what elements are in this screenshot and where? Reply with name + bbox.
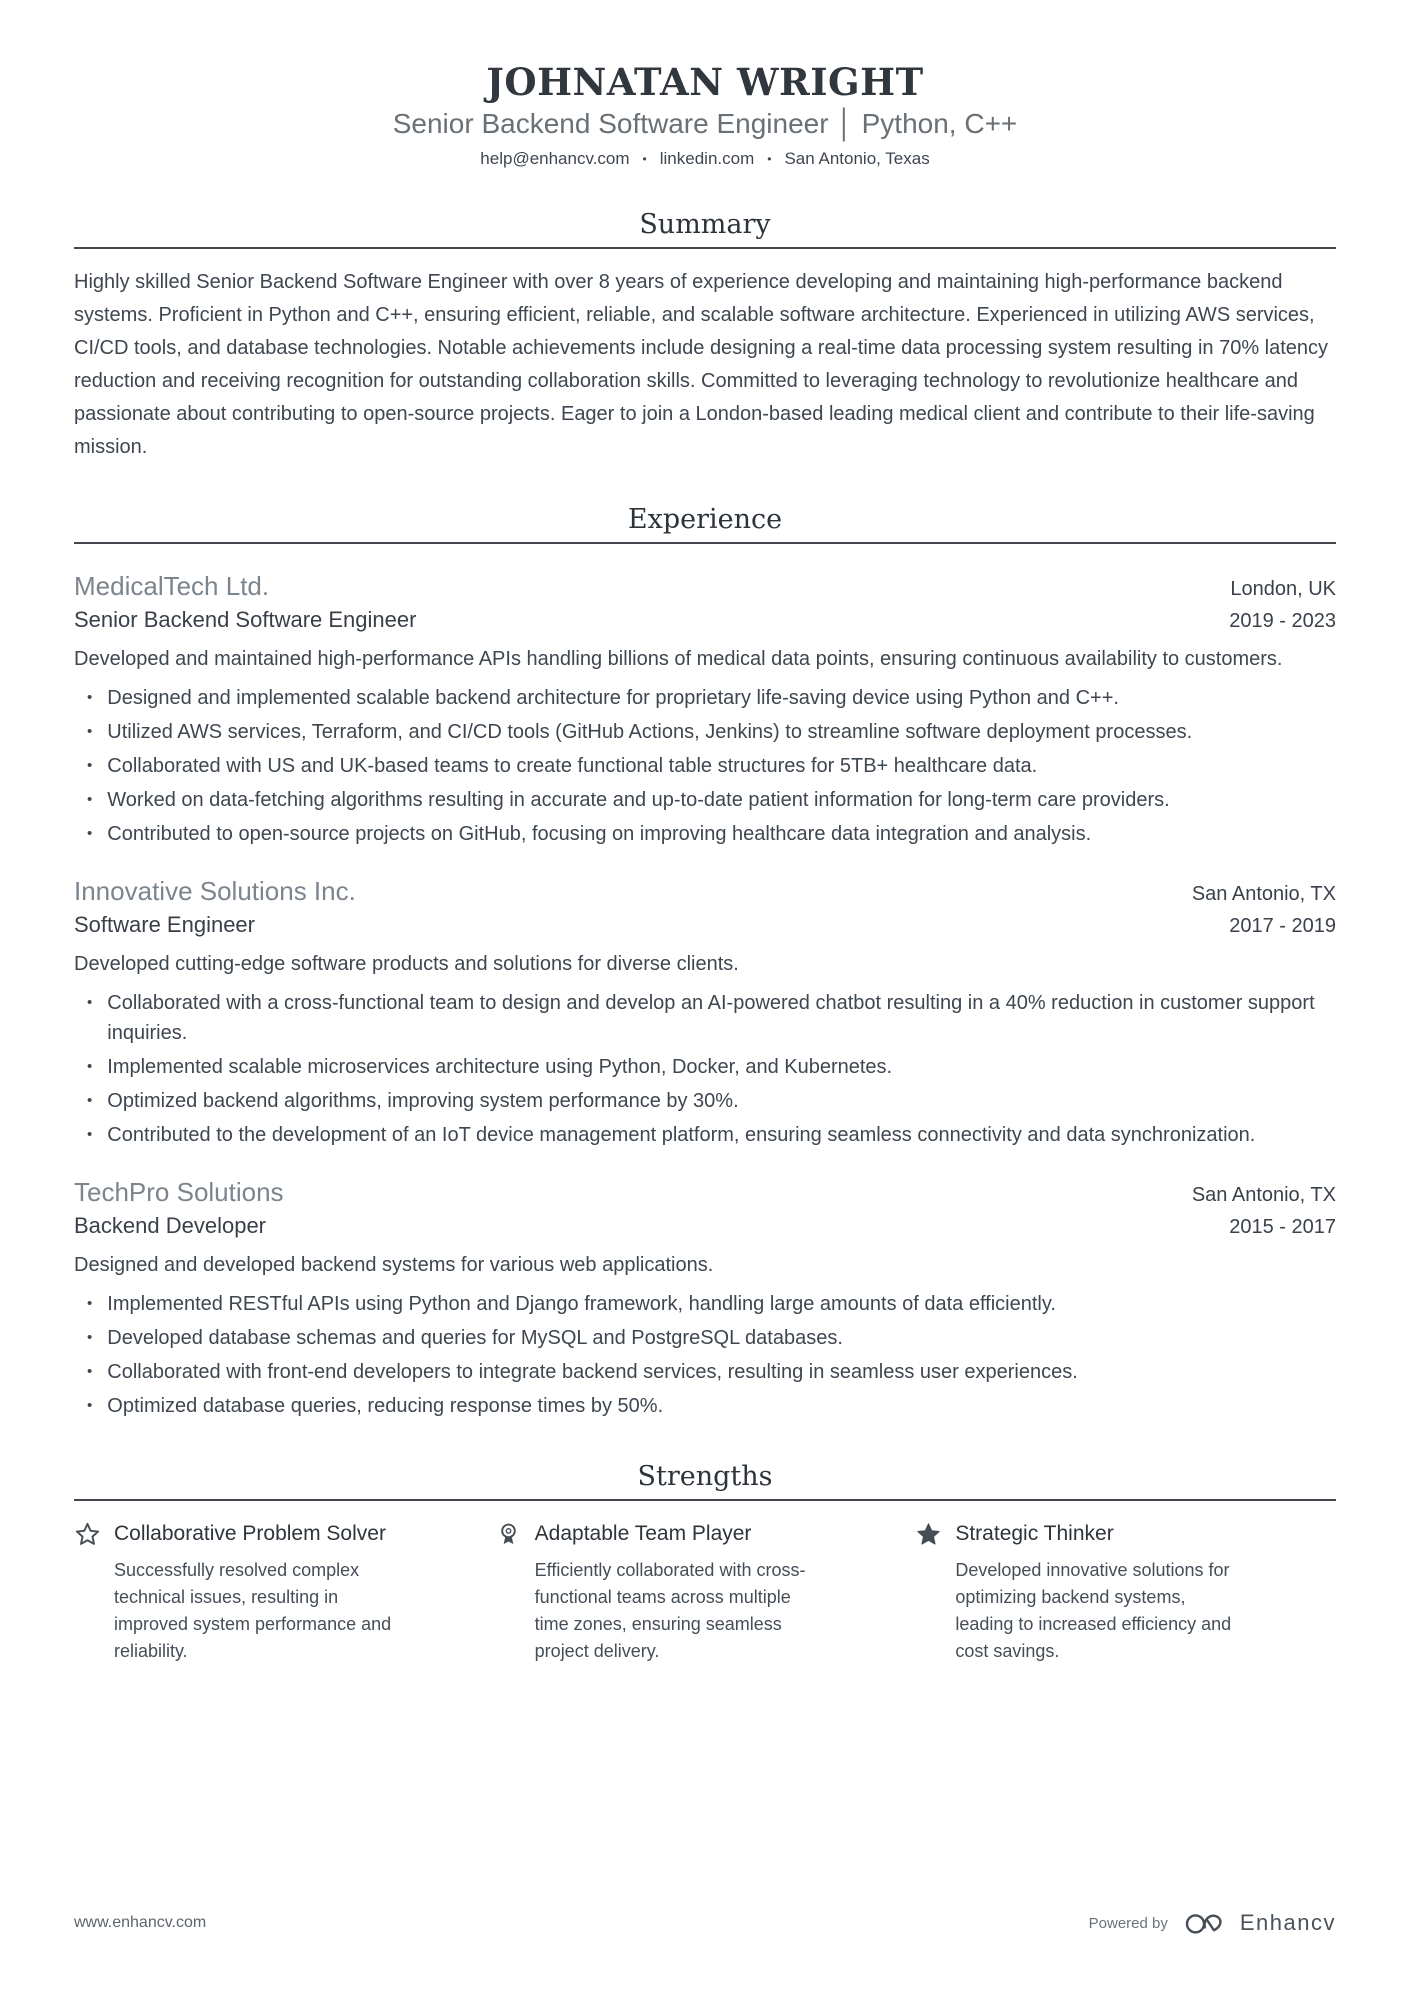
strengths-row xyxy=(74,1521,1336,1665)
entry-description: Designed and developed backend systems for various web applications. xyxy=(74,1253,714,1276)
entry-dates: 2015 - 2017 xyxy=(1229,1215,1336,1238)
bullet-item: • Developed database schemas and queries for MySQL and PostgreSQL databases. xyxy=(74,1323,1336,1353)
footer-site-link[interactable]: www.enhancv.com xyxy=(74,1914,207,1931)
bullet-dot-icon: • xyxy=(87,688,93,706)
entry-location: San Antonio, TX xyxy=(1191,1183,1336,1206)
contact-line xyxy=(74,149,1336,169)
company-name: Innovative Solutions Inc. xyxy=(74,875,356,906)
summary-section-heading: Summary xyxy=(639,208,771,240)
enhancv-wordmark: Enhancv xyxy=(1239,1910,1336,1935)
role-title: Backend Developer xyxy=(74,1212,267,1238)
role-title: Software Engineer xyxy=(74,911,255,937)
bullet-dot-icon: • xyxy=(87,824,93,842)
strength-text: Developed innovative solutions for optimizing backend systems, leading to increased efficiency and cost savings. xyxy=(955,1559,1232,1661)
bullet-item: • Collaborated with a cross-functional team to design and develop an AI-powered chatbot resulting in a 40% reduction in customer support inquiries. xyxy=(74,988,1336,1048)
company-name: TechPro Solutions xyxy=(74,1176,284,1207)
strength-title: Strategic Thinker xyxy=(955,1522,1114,1546)
entry-dates: 2019 - 2023 xyxy=(1229,609,1336,632)
bullet-dot-icon: • xyxy=(87,1125,93,1143)
page-footer xyxy=(74,1909,1336,1937)
company-name: MedicalTech Ltd. xyxy=(74,570,270,601)
experience-entry xyxy=(74,1177,1336,1421)
entry-location: London, UK xyxy=(1230,577,1336,600)
resume-header xyxy=(74,62,1336,169)
role-title: Senior Backend Software Engineer xyxy=(74,606,417,632)
entry-location: San Antonio, TX xyxy=(1191,882,1336,905)
contact-linkedin-link[interactable]: linkedin.com xyxy=(659,148,755,168)
bullet-item: • Utilized AWS services, Terraform, and CI/CD tools (GitHub Actions, Jenkins) to streamline software deployment processes. xyxy=(74,717,1336,747)
bullet-dot-icon: • xyxy=(87,722,93,740)
contact-email[interactable]: help@enhancv.com xyxy=(480,148,630,168)
candidate-title: Senior Backend Software Engineer │ Python, C++ xyxy=(392,107,1018,139)
bullet-dot-icon: • xyxy=(87,1362,93,1380)
bullet-dot-icon: • xyxy=(87,1091,93,1109)
bullet-item: • Designed and implemented scalable backend architecture for proprietary life-saving device using Python and C++. xyxy=(74,683,1336,713)
bullet-dot-icon: • xyxy=(87,1396,93,1414)
contact-location: San Antonio, Texas xyxy=(784,148,930,168)
bullet-item: • Worked on data-fetching algorithms resulting in accurate and up-to-date patient information for long-term care providers. xyxy=(74,785,1336,815)
bullet-dot-icon: • xyxy=(87,1328,93,1346)
section-divider xyxy=(74,247,1336,249)
experience-section-heading: Experience xyxy=(627,503,783,535)
bullet-list xyxy=(74,988,1336,1150)
experience-entry xyxy=(74,571,1336,849)
strength-title: Adaptable Team Player xyxy=(534,1522,752,1546)
bullet-dot-icon: • xyxy=(87,1057,93,1075)
bullet-item: • Contributed to the development of an IoT device management platform, ensuring seamless connectivity and data synchronization. xyxy=(74,1120,1336,1150)
bullet-item: • Optimized database queries, reducing response times by 50%. xyxy=(74,1391,1336,1421)
bullet-dot-icon: • xyxy=(87,756,93,774)
candidate-name: JOHNATAN WRIGHT xyxy=(486,60,924,104)
bullet-item: • Collaborated with front-end developers to integrate backend services, resulting in seamless user experiences. xyxy=(74,1357,1336,1387)
entry-dates: 2017 - 2019 xyxy=(1229,914,1336,937)
powered-by-label: Powered by xyxy=(1088,1914,1168,1932)
section-divider xyxy=(74,542,1336,544)
strength-text: Successfully resolved complex technical issues, resulting in improved system performance and reliability. xyxy=(114,1559,392,1661)
bullet-item: • Implemented scalable microservices architecture using Python, Docker, and Kubernetes. xyxy=(74,1052,1336,1082)
enhancv-brand[interactable] xyxy=(1184,1909,1336,1937)
bullet-dot-icon: • xyxy=(87,790,93,808)
bullet-item: • Implemented RESTful APIs using Python and Django framework, handling large amounts of data efficiently. xyxy=(74,1289,1336,1319)
strengths-section-heading: Strengths xyxy=(637,1460,773,1492)
contact-separator-icon: • xyxy=(767,151,772,166)
bullet-list xyxy=(74,683,1336,849)
strength-text: Efficiently collaborated with cross-functional teams across multiple time zones, ensuring seamless project delivery. xyxy=(534,1559,806,1661)
bullet-dot-icon: • xyxy=(87,1294,93,1312)
bullet-list xyxy=(74,1289,1336,1421)
section-divider xyxy=(74,1499,1336,1501)
enhancv-logo-icon xyxy=(1184,1909,1230,1937)
strength-item xyxy=(74,1521,495,1665)
entry-description: Developed and maintained high-performance APIs handling billions of medical data points, ensuring continuous availability to customers. xyxy=(74,647,1283,670)
medal-icon xyxy=(495,1521,522,1548)
star-filled-icon xyxy=(915,1521,942,1548)
entry-description: Developed cutting-edge software products and solutions for diverse clients. xyxy=(74,952,739,975)
powered-by-block xyxy=(1089,1909,1336,1937)
experience-entry xyxy=(74,876,1336,1150)
summary-text: Highly skilled Senior Backend Software Engineer with over 8 years of experience developing and maintaining high-performance backend systems. Proficient in Python and C++, ensuring efficient, reliable, and scalable software architecture. Experienced in utilizing AWS services, CI/CD tools, and database technologies. Notable achievements include designing a real-time data processing system resulting in 70% latency reduction and receiving recognition for outstanding collaboration skills. Committed to leveraging technology to revolutionize healthcare and passionate about contributing to open-source projects. Eager to join a London-based leading medical client and contribute to their life-saving mission. xyxy=(74,270,1329,458)
strength-title: Collaborative Problem Solver xyxy=(114,1522,386,1546)
strength-item xyxy=(915,1521,1336,1665)
bullet-dot-icon: • xyxy=(87,993,93,1011)
bullet-item: • Contributed to open-source projects on GitHub, focusing on improving healthcare data integration and analysis. xyxy=(74,819,1336,849)
bullet-item: • Collaborated with US and UK-based teams to create functional table structures for 5TB+ healthcare data. xyxy=(74,751,1336,781)
contact-separator-icon: • xyxy=(642,151,647,166)
bullet-item: • Optimized backend algorithms, improving system performance by 30%. xyxy=(74,1086,1336,1116)
star-outline-icon xyxy=(74,1521,101,1548)
strength-item xyxy=(495,1521,916,1665)
